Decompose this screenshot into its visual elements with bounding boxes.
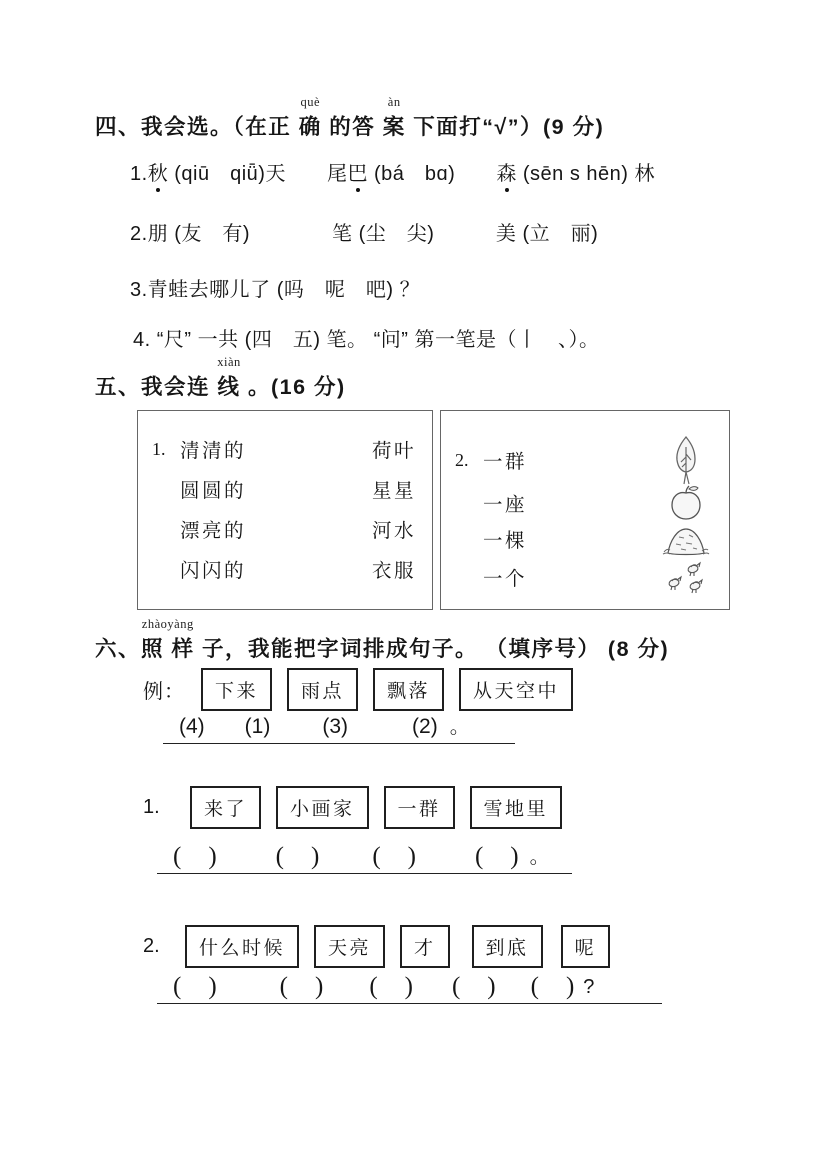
emphasized-char-sen: 森 — [496, 157, 517, 186]
word-box: 小画家 — [276, 786, 369, 829]
answer-slot: ( ) — [275, 843, 321, 870]
answer-slot: ( ) — [530, 973, 576, 1000]
title-text: 。(16 分) — [240, 375, 346, 399]
answer-number: (3) — [322, 715, 349, 738]
item-number: 2. — [455, 449, 469, 470]
title-text: 案 — [382, 115, 406, 139]
ruby-zhaoyang — [141, 617, 195, 663]
birds-icon — [659, 557, 713, 597]
item-2-answer-line — [157, 970, 662, 1004]
end-punctuation: 。 — [449, 716, 470, 738]
match-left-word: 一棵 — [483, 531, 528, 552]
word-box: 一群 — [384, 786, 455, 829]
word-box: 从天空中 — [459, 668, 573, 711]
match-left-word: 闪闪的 — [180, 561, 247, 582]
answer-slot: ( ) — [279, 973, 325, 1000]
title-text: 确 — [298, 115, 322, 139]
section-six-title — [95, 617, 670, 663]
title-text: 下面打“√”）(9 分) — [405, 115, 605, 139]
answer-slot: ( ) — [173, 843, 218, 870]
item-number: 1. — [152, 438, 166, 459]
item-number: 2. — [143, 935, 160, 957]
title-text: 五、我会连 — [95, 375, 218, 399]
tree-icon — [659, 435, 713, 485]
example-answer-line — [163, 712, 515, 744]
question-text: (sēn s hēn) 林 — [516, 163, 655, 185]
word-box: 天亮 — [314, 925, 385, 968]
match-right-word: 衣服 — [371, 561, 416, 582]
title-text: 的答 — [321, 115, 383, 139]
match-row — [455, 485, 713, 521]
question-4-1 — [130, 157, 655, 186]
title-text: 四、我会选。（在正 — [95, 115, 299, 139]
match-row — [152, 435, 416, 463]
item-number: 1. — [143, 796, 160, 818]
title-text: 六、 — [95, 637, 142, 661]
match-left-word: 一座 — [483, 495, 528, 516]
ruby-xian — [217, 355, 241, 401]
match-left-word: 一个 — [483, 569, 528, 590]
match-row — [455, 435, 713, 485]
pinyin-zhaoyang: zhàoyàng — [141, 617, 194, 631]
match-row — [455, 521, 713, 557]
hill-icon — [659, 521, 713, 557]
answer-number: (4) — [179, 715, 205, 738]
section-five-title — [95, 355, 346, 401]
match-right-word: 河水 — [371, 521, 416, 542]
match-left-word: 清清的 — [180, 441, 247, 462]
question-number: 1. — [130, 163, 148, 185]
pinyin-que: què — [300, 95, 321, 109]
pinyin-an: àn — [387, 95, 401, 109]
matching-box-pictures — [440, 410, 730, 610]
apple-icon — [659, 485, 713, 521]
question-text: (bá bɑ) — [367, 163, 497, 185]
example-row — [143, 668, 588, 711]
end-punctuation: 。 — [529, 846, 550, 868]
example-label: 例： — [143, 681, 185, 703]
match-row — [152, 555, 416, 583]
match-left-word: 漂亮的 — [180, 521, 247, 542]
emphasized-char-qiu: 秋 — [148, 157, 169, 186]
match-row — [152, 475, 416, 503]
word-box: 才 — [400, 925, 450, 968]
word-box: 下来 — [201, 668, 272, 711]
matching-box-words — [137, 410, 433, 610]
word-box: 什么时候 — [185, 925, 299, 968]
ruby-que — [298, 95, 322, 141]
answer-slot: ( ) — [369, 973, 414, 1000]
question-text: (qiū qiǖ)天 尾 — [168, 163, 348, 185]
title-text: 线 — [217, 375, 241, 399]
answer-number: (2) — [412, 715, 438, 738]
answer-number: (1) — [244, 715, 271, 738]
title-text: 子，我能把字词排成句子。 （填序号） (8 分) — [194, 637, 670, 661]
word-box: 呢 — [561, 925, 611, 968]
match-row — [455, 557, 713, 597]
word-box: 飘落 — [373, 668, 444, 711]
arrange-item-1 — [143, 786, 577, 829]
answer-slot: ( ) — [173, 973, 218, 1000]
match-row — [152, 515, 416, 543]
word-box: 来了 — [190, 786, 261, 829]
match-left-word: 一群 — [483, 452, 528, 473]
word-box: 雨点 — [287, 668, 358, 711]
answer-slot: ( ) — [474, 843, 520, 870]
arrange-item-2 — [143, 925, 625, 968]
section-four-title — [95, 95, 605, 141]
pinyin-xian: xiàn — [217, 355, 241, 369]
match-left-word: 圆圆的 — [180, 481, 247, 502]
title-text: 照 样 — [141, 637, 195, 661]
question-4-2: 2.朋 (友 有) 笔 (尘 尖) 美 (立 丽) — [130, 223, 599, 245]
emphasized-char-ba: 巴 — [347, 157, 368, 186]
question-4-3: 3.青蛙去哪儿了 (吗 呢 吧) ？ — [130, 279, 421, 301]
word-box: 到底 — [472, 925, 543, 968]
answer-slot: ( ) — [372, 843, 417, 870]
end-punctuation: ? — [583, 976, 595, 998]
match-right-word: 星星 — [371, 481, 416, 502]
ruby-an — [382, 95, 406, 141]
item-1-answer-line — [157, 840, 572, 874]
word-box: 雪地里 — [470, 786, 563, 829]
answer-slot: ( ) — [451, 973, 497, 1000]
match-right-word: 荷叶 — [371, 441, 416, 462]
question-4-4: 4. “尺” 一共 (四 五) 笔。 “问” 第一笔是（丨 、）。 — [133, 329, 600, 351]
